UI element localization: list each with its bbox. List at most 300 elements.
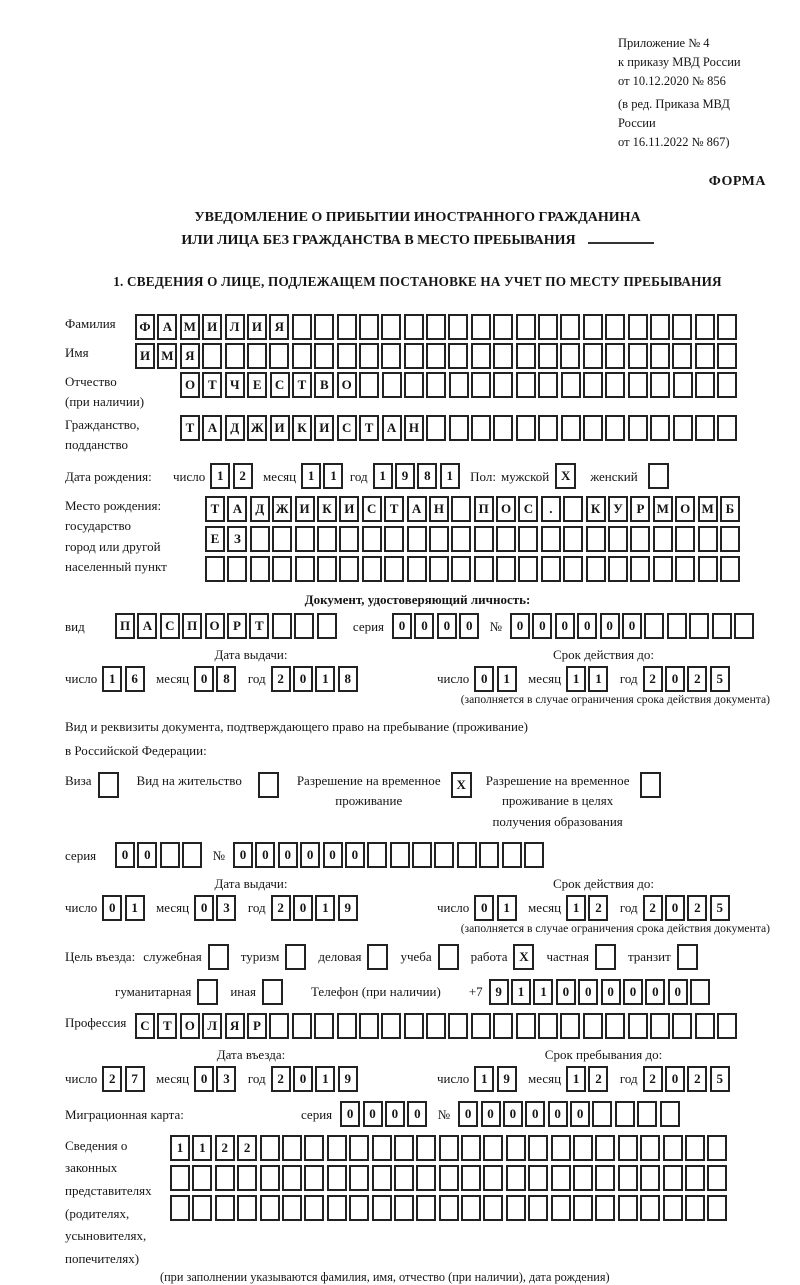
char-cell[interactable] [605, 1013, 625, 1039]
char-cell[interactable] [394, 1165, 414, 1191]
char-cell[interactable] [471, 1013, 491, 1039]
char-cell[interactable]: С [270, 372, 290, 398]
char-cell[interactable] [292, 1013, 312, 1039]
temp-residence-education-checkbox[interactable] [640, 772, 661, 798]
char-cell[interactable] [628, 1013, 648, 1039]
char-cell[interactable] [384, 526, 404, 552]
char-cell[interactable]: 0 [345, 842, 365, 868]
char-cell[interactable] [518, 556, 538, 582]
char-cell[interactable]: С [135, 1013, 155, 1039]
char-cell[interactable] [381, 1013, 401, 1039]
char-cell[interactable] [362, 526, 382, 552]
char-cell[interactable] [592, 1101, 612, 1127]
valid-day-cells[interactable] [474, 666, 519, 692]
profession-cells[interactable] [135, 1013, 740, 1039]
char-cell[interactable] [282, 1135, 302, 1161]
char-cell[interactable]: К [586, 496, 606, 522]
residence-valid-year-cells[interactable] [643, 895, 733, 921]
char-cell[interactable]: 9 [338, 895, 358, 921]
birthplace-row2-cells[interactable] [205, 526, 742, 552]
char-cell[interactable] [317, 613, 337, 639]
char-cell[interactable] [516, 1013, 536, 1039]
char-cell[interactable]: А [227, 496, 247, 522]
char-cell[interactable]: 1 [315, 895, 335, 921]
char-cell[interactable] [541, 526, 561, 552]
char-cell[interactable]: 5 [710, 1066, 730, 1092]
char-cell[interactable] [538, 314, 558, 340]
char-cell[interactable] [672, 314, 692, 340]
char-cell[interactable] [394, 1195, 414, 1221]
char-cell[interactable]: 2 [687, 666, 707, 692]
char-cell[interactable]: 7 [125, 1066, 145, 1092]
char-cell[interactable]: У [608, 496, 628, 522]
char-cell[interactable]: 0 [622, 613, 642, 639]
char-cell[interactable] [426, 372, 446, 398]
char-cell[interactable]: Т [292, 372, 312, 398]
char-cell[interactable]: Б [720, 496, 740, 522]
stay-year-cells[interactable] [643, 1066, 733, 1092]
purpose-humanitarian-checkbox[interactable] [197, 979, 218, 1005]
char-cell[interactable] [269, 343, 289, 369]
char-cell[interactable] [560, 1013, 580, 1039]
char-cell[interactable] [650, 314, 670, 340]
char-cell[interactable]: 0 [115, 842, 135, 868]
char-cell[interactable] [685, 1165, 705, 1191]
legal-row1-cells[interactable] [170, 1135, 730, 1161]
char-cell[interactable] [295, 526, 315, 552]
residence-permit-checkbox[interactable] [258, 772, 279, 798]
birth-year-cells[interactable] [373, 463, 463, 489]
char-cell[interactable]: 2 [643, 895, 663, 921]
char-cell[interactable]: 0 [137, 842, 157, 868]
surname-cells[interactable] [135, 314, 740, 340]
birth-day-cells[interactable] [210, 463, 255, 489]
char-cell[interactable] [608, 526, 628, 552]
char-cell[interactable]: И [202, 314, 222, 340]
char-cell[interactable] [608, 556, 628, 582]
char-cell[interactable] [673, 415, 693, 441]
char-cell[interactable]: 0 [102, 895, 122, 921]
char-cell[interactable] [672, 1013, 692, 1039]
char-cell[interactable] [496, 526, 516, 552]
char-cell[interactable] [528, 1195, 548, 1221]
char-cell[interactable] [292, 314, 312, 340]
char-cell[interactable] [483, 1135, 503, 1161]
char-cell[interactable] [434, 842, 454, 868]
char-cell[interactable]: И [314, 415, 334, 441]
char-cell[interactable]: Д [250, 496, 270, 522]
char-cell[interactable] [170, 1165, 190, 1191]
char-cell[interactable]: 0 [340, 1101, 360, 1127]
char-cell[interactable] [449, 415, 469, 441]
char-cell[interactable] [640, 1135, 660, 1161]
char-cell[interactable]: 0 [293, 666, 313, 692]
char-cell[interactable]: Р [630, 496, 650, 522]
char-cell[interactable] [327, 1165, 347, 1191]
char-cell[interactable]: Д [225, 415, 245, 441]
char-cell[interactable]: 8 [216, 666, 236, 692]
char-cell[interactable] [560, 343, 580, 369]
char-cell[interactable] [734, 613, 754, 639]
phone-cells[interactable] [489, 979, 713, 1005]
purpose-transit-checkbox[interactable] [677, 944, 698, 970]
char-cell[interactable] [182, 842, 202, 868]
char-cell[interactable] [426, 415, 446, 441]
residence-issue-year-cells[interactable] [271, 895, 361, 921]
char-cell[interactable] [690, 979, 710, 1005]
char-cell[interactable] [448, 343, 468, 369]
birth-month-cells[interactable] [301, 463, 346, 489]
char-cell[interactable] [563, 526, 583, 552]
char-cell[interactable] [698, 526, 718, 552]
char-cell[interactable]: 0 [194, 1066, 214, 1092]
char-cell[interactable]: С [362, 496, 382, 522]
char-cell[interactable]: 0 [293, 1066, 313, 1092]
char-cell[interactable]: И [247, 314, 267, 340]
char-cell[interactable]: Л [202, 1013, 222, 1039]
char-cell[interactable] [449, 372, 469, 398]
char-cell[interactable] [583, 415, 603, 441]
char-cell[interactable]: 0 [601, 979, 621, 1005]
char-cell[interactable]: 9 [338, 1066, 358, 1092]
issue-day-cells[interactable] [102, 666, 147, 692]
char-cell[interactable]: 0 [474, 666, 494, 692]
char-cell[interactable] [605, 314, 625, 340]
char-cell[interactable]: 0 [556, 979, 576, 1005]
char-cell[interactable]: А [202, 415, 222, 441]
char-cell[interactable]: 0 [645, 979, 665, 1005]
char-cell[interactable] [317, 526, 337, 552]
char-cell[interactable] [720, 556, 740, 582]
char-cell[interactable] [294, 613, 314, 639]
char-cell[interactable] [192, 1195, 212, 1221]
char-cell[interactable] [660, 1101, 680, 1127]
char-cell[interactable] [327, 1195, 347, 1221]
char-cell[interactable]: 1 [588, 666, 608, 692]
char-cell[interactable] [461, 1195, 481, 1221]
char-cell[interactable] [516, 343, 536, 369]
char-cell[interactable] [707, 1165, 727, 1191]
char-cell[interactable] [339, 526, 359, 552]
char-cell[interactable] [650, 1013, 670, 1039]
char-cell[interactable]: 2 [588, 895, 608, 921]
char-cell[interactable] [518, 526, 538, 552]
char-cell[interactable] [404, 1013, 424, 1039]
entry-year-cells[interactable] [271, 1066, 361, 1092]
char-cell[interactable] [250, 556, 270, 582]
char-cell[interactable] [404, 314, 424, 340]
char-cell[interactable] [471, 372, 491, 398]
char-cell[interactable]: 0 [194, 895, 214, 921]
char-cell[interactable] [381, 343, 401, 369]
char-cell[interactable]: А [137, 613, 157, 639]
char-cell[interactable] [215, 1195, 235, 1221]
char-cell[interactable]: Ч [225, 372, 245, 398]
char-cell[interactable] [717, 415, 737, 441]
char-cell[interactable] [448, 1013, 468, 1039]
char-cell[interactable]: 0 [414, 613, 434, 639]
citizenship-cells[interactable] [180, 415, 740, 441]
char-cell[interactable] [605, 415, 625, 441]
char-cell[interactable]: 8 [338, 666, 358, 692]
char-cell[interactable]: 0 [437, 613, 457, 639]
char-cell[interactable] [630, 526, 650, 552]
char-cell[interactable] [471, 343, 491, 369]
char-cell[interactable]: 1 [301, 463, 321, 489]
char-cell[interactable] [339, 556, 359, 582]
char-cell[interactable] [698, 556, 718, 582]
char-cell[interactable] [717, 372, 737, 398]
char-cell[interactable] [628, 372, 648, 398]
char-cell[interactable] [563, 496, 583, 522]
char-cell[interactable]: 0 [385, 1101, 405, 1127]
char-cell[interactable]: А [157, 314, 177, 340]
char-cell[interactable] [429, 556, 449, 582]
char-cell[interactable] [205, 556, 225, 582]
char-cell[interactable]: 6 [125, 666, 145, 692]
char-cell[interactable] [439, 1135, 459, 1161]
char-cell[interactable]: Ж [247, 415, 267, 441]
char-cell[interactable] [496, 556, 516, 582]
char-cell[interactable] [595, 1165, 615, 1191]
char-cell[interactable] [314, 343, 334, 369]
char-cell[interactable] [551, 1195, 571, 1221]
char-cell[interactable]: Р [227, 613, 247, 639]
char-cell[interactable] [650, 415, 670, 441]
char-cell[interactable] [583, 1013, 603, 1039]
char-cell[interactable] [506, 1195, 526, 1221]
char-cell[interactable]: Р [247, 1013, 267, 1039]
char-cell[interactable] [479, 842, 499, 868]
char-cell[interactable] [538, 415, 558, 441]
char-cell[interactable]: Ж [272, 496, 292, 522]
legal-row2-cells[interactable] [170, 1165, 730, 1191]
char-cell[interactable] [304, 1195, 324, 1221]
char-cell[interactable] [404, 343, 424, 369]
char-cell[interactable]: 0 [555, 613, 575, 639]
char-cell[interactable] [404, 372, 424, 398]
char-cell[interactable] [483, 1165, 503, 1191]
char-cell[interactable] [663, 1195, 683, 1221]
residence-valid-month-cells[interactable] [566, 895, 611, 921]
char-cell[interactable] [695, 314, 715, 340]
char-cell[interactable]: 0 [570, 1101, 590, 1127]
residence-issue-day-cells[interactable] [102, 895, 147, 921]
char-cell[interactable]: Я [180, 343, 200, 369]
char-cell[interactable]: 0 [278, 842, 298, 868]
char-cell[interactable]: В [314, 372, 334, 398]
char-cell[interactable] [327, 1135, 347, 1161]
char-cell[interactable] [561, 415, 581, 441]
char-cell[interactable] [269, 1013, 289, 1039]
char-cell[interactable] [390, 842, 410, 868]
char-cell[interactable]: 1 [315, 1066, 335, 1092]
char-cell[interactable]: О [180, 1013, 200, 1039]
char-cell[interactable]: П [474, 496, 494, 522]
char-cell[interactable]: Т [180, 415, 200, 441]
char-cell[interactable] [349, 1165, 369, 1191]
char-cell[interactable] [605, 372, 625, 398]
char-cell[interactable]: 2 [687, 1066, 707, 1092]
stay-day-cells[interactable] [474, 1066, 519, 1092]
issue-year-cells[interactable] [271, 666, 361, 692]
char-cell[interactable] [451, 556, 471, 582]
char-cell[interactable]: 2 [588, 1066, 608, 1092]
char-cell[interactable] [667, 613, 687, 639]
char-cell[interactable]: 0 [525, 1101, 545, 1127]
residence-series-cells[interactable] [115, 842, 205, 868]
char-cell[interactable] [260, 1195, 280, 1221]
char-cell[interactable]: И [270, 415, 290, 441]
char-cell[interactable]: О [337, 372, 357, 398]
char-cell[interactable] [516, 415, 536, 441]
char-cell[interactable]: 5 [710, 666, 730, 692]
char-cell[interactable]: Я [269, 314, 289, 340]
char-cell[interactable] [628, 314, 648, 340]
char-cell[interactable] [457, 842, 477, 868]
char-cell[interactable]: 1 [125, 895, 145, 921]
char-cell[interactable]: . [541, 496, 561, 522]
char-cell[interactable] [551, 1165, 571, 1191]
char-cell[interactable]: 0 [665, 666, 685, 692]
valid-year-cells[interactable] [643, 666, 733, 692]
char-cell[interactable] [359, 372, 379, 398]
char-cell[interactable] [506, 1165, 526, 1191]
char-cell[interactable]: 0 [623, 979, 643, 1005]
char-cell[interactable] [247, 343, 267, 369]
char-cell[interactable]: К [317, 496, 337, 522]
char-cell[interactable] [653, 556, 673, 582]
char-cell[interactable] [586, 556, 606, 582]
char-cell[interactable]: 2 [233, 463, 253, 489]
char-cell[interactable] [538, 343, 558, 369]
char-cell[interactable] [160, 842, 180, 868]
char-cell[interactable] [426, 343, 446, 369]
char-cell[interactable]: 0 [458, 1101, 478, 1127]
char-cell[interactable] [260, 1135, 280, 1161]
char-cell[interactable]: 3 [216, 1066, 236, 1092]
char-cell[interactable] [583, 343, 603, 369]
char-cell[interactable] [583, 372, 603, 398]
char-cell[interactable] [506, 1135, 526, 1161]
char-cell[interactable] [516, 314, 536, 340]
char-cell[interactable]: 1 [566, 666, 586, 692]
char-cell[interactable]: 1 [511, 979, 531, 1005]
char-cell[interactable] [586, 526, 606, 552]
char-cell[interactable]: 2 [102, 1066, 122, 1092]
char-cell[interactable] [439, 1195, 459, 1221]
visa-checkbox[interactable] [98, 772, 119, 798]
char-cell[interactable] [314, 1013, 334, 1039]
char-cell[interactable] [650, 372, 670, 398]
purpose-business-checkbox[interactable] [367, 944, 388, 970]
char-cell[interactable] [349, 1195, 369, 1221]
char-cell[interactable]: 0 [194, 666, 214, 692]
char-cell[interactable] [461, 1135, 481, 1161]
char-cell[interactable] [615, 1101, 635, 1127]
char-cell[interactable]: 1 [566, 895, 586, 921]
char-cell[interactable] [295, 556, 315, 582]
char-cell[interactable] [663, 1135, 683, 1161]
entry-month-cells[interactable] [194, 1066, 239, 1092]
char-cell[interactable]: Т [202, 372, 222, 398]
char-cell[interactable] [618, 1135, 638, 1161]
issue-month-cells[interactable] [194, 666, 239, 692]
char-cell[interactable] [595, 1195, 615, 1221]
char-cell[interactable] [451, 526, 471, 552]
char-cell[interactable]: 1 [102, 666, 122, 692]
char-cell[interactable]: 0 [665, 895, 685, 921]
char-cell[interactable]: 2 [237, 1135, 257, 1161]
char-cell[interactable]: И [295, 496, 315, 522]
char-cell[interactable]: 2 [643, 666, 663, 692]
char-cell[interactable] [640, 1165, 660, 1191]
char-cell[interactable] [349, 1135, 369, 1161]
char-cell[interactable]: Е [247, 372, 267, 398]
char-cell[interactable] [685, 1135, 705, 1161]
char-cell[interactable] [720, 526, 740, 552]
char-cell[interactable] [304, 1135, 324, 1161]
char-cell[interactable] [225, 343, 245, 369]
char-cell[interactable] [250, 526, 270, 552]
char-cell[interactable]: 1 [474, 1066, 494, 1092]
char-cell[interactable] [471, 314, 491, 340]
char-cell[interactable] [595, 1135, 615, 1161]
char-cell[interactable] [695, 343, 715, 369]
char-cell[interactable] [272, 526, 292, 552]
char-cell[interactable]: М [157, 343, 177, 369]
char-cell[interactable] [314, 314, 334, 340]
migration-number-cells[interactable] [458, 1101, 682, 1127]
char-cell[interactable] [717, 343, 737, 369]
char-cell[interactable]: М [698, 496, 718, 522]
char-cell[interactable]: 0 [668, 979, 688, 1005]
char-cell[interactable] [282, 1195, 302, 1221]
char-cell[interactable]: 5 [710, 895, 730, 921]
char-cell[interactable] [640, 1195, 660, 1221]
char-cell[interactable]: 1 [315, 666, 335, 692]
char-cell[interactable] [618, 1165, 638, 1191]
char-cell[interactable] [650, 343, 670, 369]
char-cell[interactable]: 2 [215, 1135, 235, 1161]
char-cell[interactable] [304, 1165, 324, 1191]
char-cell[interactable] [372, 1135, 392, 1161]
char-cell[interactable] [439, 1165, 459, 1191]
purpose-tourism-checkbox[interactable] [285, 944, 306, 970]
char-cell[interactable]: О [205, 613, 225, 639]
char-cell[interactable] [493, 343, 513, 369]
char-cell[interactable] [412, 842, 432, 868]
char-cell[interactable]: 0 [577, 613, 597, 639]
char-cell[interactable]: 3 [216, 895, 236, 921]
char-cell[interactable]: С [518, 496, 538, 522]
char-cell[interactable] [653, 526, 673, 552]
char-cell[interactable]: Т [359, 415, 379, 441]
char-cell[interactable] [493, 372, 513, 398]
char-cell[interactable]: 9 [395, 463, 415, 489]
char-cell[interactable] [474, 556, 494, 582]
char-cell[interactable] [528, 1135, 548, 1161]
char-cell[interactable]: Е [205, 526, 225, 552]
char-cell[interactable] [474, 526, 494, 552]
char-cell[interactable] [528, 1165, 548, 1191]
char-cell[interactable] [416, 1165, 436, 1191]
char-cell[interactable] [381, 314, 401, 340]
char-cell[interactable] [685, 1195, 705, 1221]
char-cell[interactable] [192, 1165, 212, 1191]
char-cell[interactable]: И [135, 343, 155, 369]
char-cell[interactable]: 0 [578, 979, 598, 1005]
